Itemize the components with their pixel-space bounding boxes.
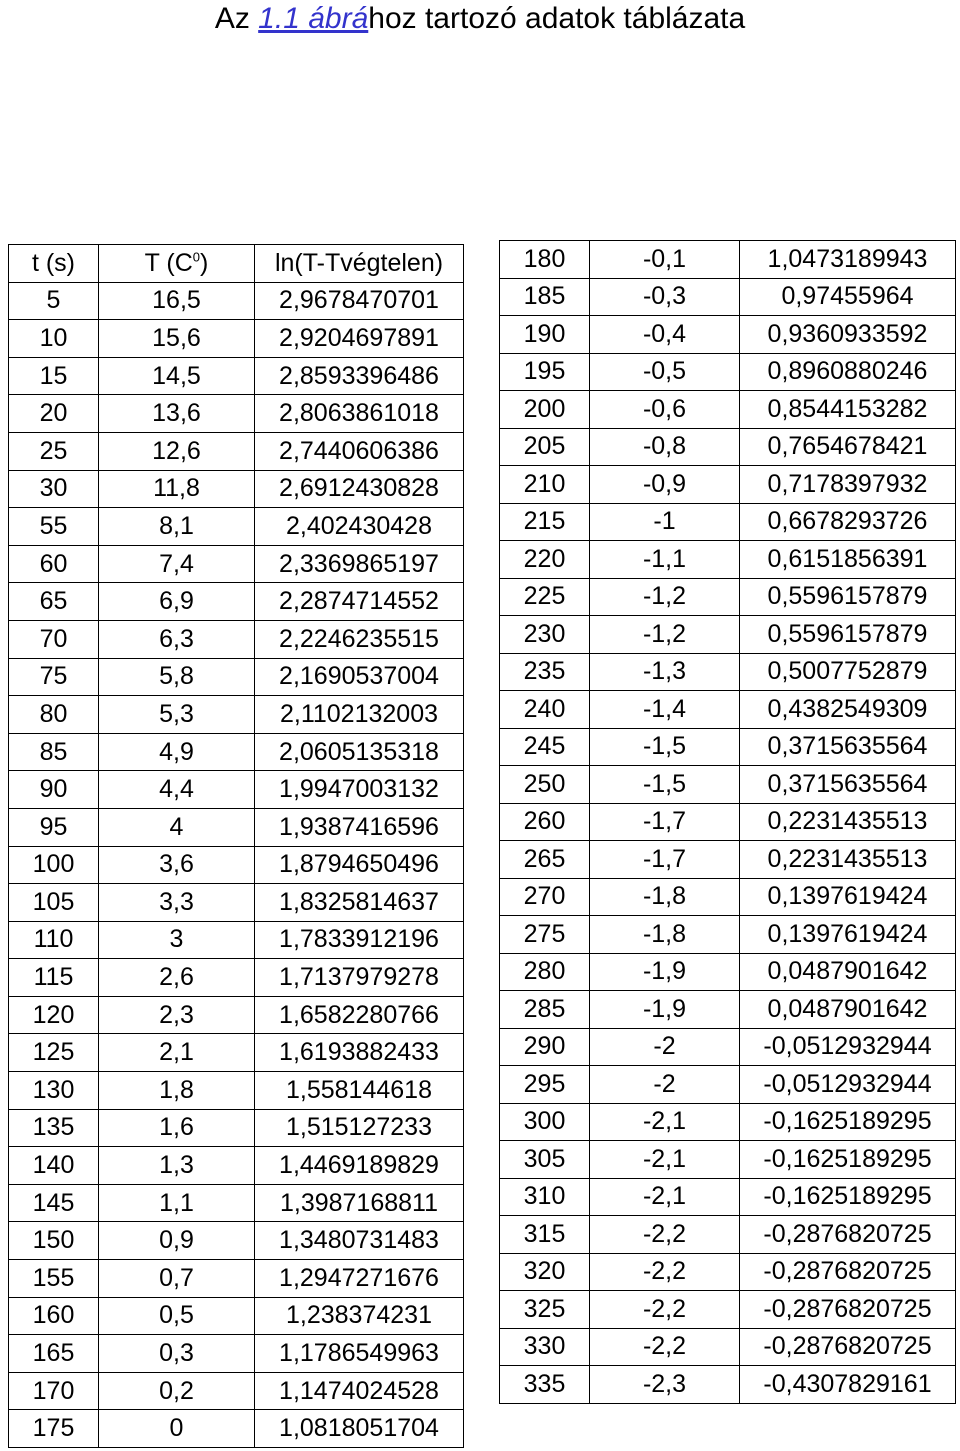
cell-ln-value: 0,2231435513 [740,841,956,879]
cell-time: 120 [9,996,99,1034]
cell-ln-value: -0,4307829161 [740,1366,956,1404]
cell-time: 165 [9,1335,99,1373]
cell-time: 175 [9,1410,99,1448]
table-row [9,508,464,546]
cell-time: 205 [500,428,590,466]
table-row [500,653,956,691]
cell-temperature: -2,1 [590,1178,740,1216]
cell-time: 20 [9,395,99,433]
cell-time: 60 [9,545,99,583]
cell-ln-value: 0,8544153282 [740,391,956,429]
cell-ln-value: 0,1397619424 [740,916,956,954]
cell-time: 295 [500,1066,590,1104]
cell-temperature: -1,5 [590,728,740,766]
cell-time: 310 [500,1178,590,1216]
cell-temperature: -1,8 [590,878,740,916]
cell-time: 65 [9,583,99,621]
cell-time: 330 [500,1328,590,1366]
cell-ln-value: 2,6912430828 [255,470,464,508]
cell-ln-value: 0,3715635564 [740,766,956,804]
cell-time: 240 [500,691,590,729]
table-row [500,691,956,729]
table-row [500,916,956,954]
table-row [9,959,464,997]
cell-temperature: 0,5 [99,1297,255,1335]
table-row [9,620,464,658]
table-row [500,391,956,429]
cell-time: 235 [500,653,590,691]
cell-temperature: -2,3 [590,1366,740,1404]
cell-temperature: 16,5 [99,282,255,320]
cell-time: 95 [9,808,99,846]
cell-time: 115 [9,959,99,997]
cell-ln-value: -0,1625189295 [740,1141,956,1179]
cell-ln-value: 2,0605135318 [255,733,464,771]
cell-temperature: 4 [99,808,255,846]
cell-time: 230 [500,616,590,654]
table-row [9,583,464,621]
cell-ln-value: 1,8794650496 [255,846,464,884]
cell-temperature: -1,1 [590,541,740,579]
table-row [9,1222,464,1260]
cell-temperature: -0,5 [590,353,740,391]
cell-ln-value: -0,2876820725 [740,1253,956,1291]
cell-ln-value: 1,7833912196 [255,921,464,959]
cell-time: 275 [500,916,590,954]
table-row [9,658,464,696]
cell-temperature: 6,9 [99,583,255,621]
table-row [9,320,464,358]
cell-ln-value: 0,0487901642 [740,991,956,1029]
cell-ln-value: 2,1690537004 [255,658,464,696]
cell-time: 100 [9,846,99,884]
cell-temperature: -1,8 [590,916,740,954]
header-temperature-degree: 0 [192,249,201,265]
cell-temperature: -2,2 [590,1253,740,1291]
cell-time: 210 [500,466,590,504]
cell-ln-value: 0,1397619424 [740,878,956,916]
table-row [9,1297,464,1335]
cell-temperature: 8,1 [99,508,255,546]
cell-temperature: 3,3 [99,884,255,922]
cell-temperature: 1,8 [99,1072,255,1110]
cell-temperature: 4,4 [99,771,255,809]
cell-time: 125 [9,1034,99,1072]
table-row [9,771,464,809]
cell-ln-value: 1,0473189943 [740,241,956,279]
table-row [500,1028,956,1066]
cell-time: 140 [9,1147,99,1185]
cell-time: 195 [500,353,590,391]
cell-ln-value: 2,2874714552 [255,583,464,621]
cell-temperature: -2 [590,1066,740,1104]
cell-temperature: -1,9 [590,991,740,1029]
cell-time: 290 [500,1028,590,1066]
cell-time: 185 [500,278,590,316]
table-row [9,432,464,470]
cell-temperature: -1,3 [590,653,740,691]
cell-temperature: -0,1 [590,241,740,279]
cell-temperature: 0,3 [99,1335,255,1373]
cell-temperature: 4,9 [99,733,255,771]
cell-time: 270 [500,878,590,916]
cell-temperature: -2,1 [590,1141,740,1179]
table-row [500,1178,956,1216]
cell-time: 30 [9,470,99,508]
table-row [9,1109,464,1147]
header-temperature-label: T (C [144,248,193,277]
cell-ln-value: 0,6678293726 [740,503,956,541]
cell-ln-value: 0,3715635564 [740,728,956,766]
table-row [500,578,956,616]
cell-time: 55 [9,508,99,546]
cell-temperature: -1 [590,503,740,541]
cell-temperature: 6,3 [99,620,255,658]
table-row [9,921,464,959]
cell-ln-value: 1,9947003132 [255,771,464,809]
cell-time: 335 [500,1366,590,1404]
title-suffix: hoz tartozó adatok táblázata [368,2,746,35]
cell-ln-value: 0,7178397932 [740,466,956,504]
table-row [500,878,956,916]
cell-ln-value: -0,0512932944 [740,1028,956,1066]
cell-temperature: -1,4 [590,691,740,729]
table-row [500,316,956,354]
cell-ln-value: 1,2947271676 [255,1260,464,1298]
cell-temperature: -0,3 [590,278,740,316]
cell-time: 325 [500,1291,590,1329]
cell-time: 150 [9,1222,99,1260]
cell-temperature: 0,9 [99,1222,255,1260]
cell-ln-value: 1,3480731483 [255,1222,464,1260]
cell-time: 160 [9,1297,99,1335]
cell-temperature: -2,1 [590,1103,740,1141]
table-row [9,1184,464,1222]
cell-ln-value: 1,8325814637 [255,884,464,922]
cell-ln-value: -0,1625189295 [740,1103,956,1141]
header-temperature [99,245,255,283]
cell-temperature: -0,9 [590,466,740,504]
cell-time: 225 [500,578,590,616]
cell-time: 110 [9,921,99,959]
table-row [9,1372,464,1410]
table-row [9,1335,464,1373]
table-row [500,353,956,391]
cell-time: 180 [500,241,590,279]
table-row [500,1366,956,1404]
figure-link[interactable]: 1.1 ábrá [258,2,369,35]
cell-time: 80 [9,696,99,734]
cell-ln-value: -0,2876820725 [740,1216,956,1254]
cell-ln-value: 1,9387416596 [255,808,464,846]
cell-temperature: -0,6 [590,391,740,429]
data-table-left [8,244,464,1448]
table-row [500,1328,956,1366]
cell-temperature: 2,3 [99,996,255,1034]
cell-time: 135 [9,1109,99,1147]
table-row [500,278,956,316]
cell-temperature: 5,3 [99,696,255,734]
cell-time: 90 [9,771,99,809]
cell-time: 280 [500,953,590,991]
cell-time: 5 [9,282,99,320]
cell-ln-value: 2,1102132003 [255,696,464,734]
cell-time: 245 [500,728,590,766]
cell-ln-value: 0,9360933592 [740,316,956,354]
cell-temperature: 2,6 [99,959,255,997]
table-row [9,545,464,583]
cell-time: 10 [9,320,99,358]
cell-ln-value: 1,3987168811 [255,1184,464,1222]
cell-temperature: 13,6 [99,395,255,433]
cell-temperature: -1,7 [590,841,740,879]
cell-time: 170 [9,1372,99,1410]
cell-ln-value: 2,8593396486 [255,357,464,395]
table-row [9,395,464,433]
cell-temperature: -1,2 [590,578,740,616]
cell-ln-value: 0,8960880246 [740,353,956,391]
cell-ln-value: 1,1474024528 [255,1372,464,1410]
cell-temperature: 1,3 [99,1147,255,1185]
cell-temperature: 14,5 [99,357,255,395]
cell-temperature: 3,6 [99,846,255,884]
cell-temperature: -2 [590,1028,740,1066]
table-row [500,1066,956,1104]
cell-time: 260 [500,803,590,841]
cell-temperature: -1,2 [590,616,740,654]
cell-ln-value: 2,9678470701 [255,282,464,320]
table-row [9,1410,464,1448]
cell-ln-value: 0,97455964 [740,278,956,316]
cell-ln-value: 1,4469189829 [255,1147,464,1185]
cell-ln-value: 0,0487901642 [740,953,956,991]
cell-ln-value: 2,3369865197 [255,545,464,583]
table-row [500,991,956,1029]
header-ln: ln(T-Tvégtelen) [255,245,464,283]
cell-time: 25 [9,432,99,470]
cell-time: 190 [500,316,590,354]
cell-ln-value: 1,238374231 [255,1297,464,1335]
cell-temperature: -0,4 [590,316,740,354]
table-row [9,1147,464,1185]
cell-ln-value: 2,8063861018 [255,395,464,433]
cell-ln-value: 2,402430428 [255,508,464,546]
cell-temperature: -1,7 [590,803,740,841]
table-row [500,1291,956,1329]
header-row [9,245,464,283]
table-row [9,1034,464,1072]
cell-time: 315 [500,1216,590,1254]
cell-ln-value: -0,0512932944 [740,1066,956,1104]
table-row [500,541,956,579]
cell-temperature: -2,2 [590,1328,740,1366]
cell-temperature: 5,8 [99,658,255,696]
cell-temperature: -2,2 [590,1291,740,1329]
cell-temperature: 2,1 [99,1034,255,1072]
table-row [500,428,956,466]
table-row [500,841,956,879]
table-row [500,766,956,804]
cell-time: 70 [9,620,99,658]
cell-temperature: 0 [99,1410,255,1448]
cell-ln-value: 0,4382549309 [740,691,956,729]
cell-ln-value: -0,1625189295 [740,1178,956,1216]
cell-ln-value: 2,2246235515 [255,620,464,658]
cell-temperature: 12,6 [99,432,255,470]
cell-ln-value: 0,7654678421 [740,428,956,466]
cell-ln-value: 0,2231435513 [740,803,956,841]
table-row [500,241,956,279]
table-row [9,808,464,846]
table-row [500,1253,956,1291]
cell-time: 145 [9,1184,99,1222]
cell-ln-value: 1,1786549963 [255,1335,464,1373]
table-row [9,846,464,884]
table-row [9,282,464,320]
cell-ln-value: 0,5596157879 [740,616,956,654]
cell-time: 130 [9,1072,99,1110]
cell-temperature: 3 [99,921,255,959]
cell-ln-value: 1,0818051704 [255,1410,464,1448]
cell-temperature: 11,8 [99,470,255,508]
table-row [9,696,464,734]
cell-ln-value: 0,5007752879 [740,653,956,691]
cell-temperature: 0,7 [99,1260,255,1298]
header-temperature-close: ) [200,248,209,277]
table-row [9,733,464,771]
table-row [500,953,956,991]
cell-time: 75 [9,658,99,696]
table-row [9,996,464,1034]
cell-ln-value: 0,5596157879 [740,578,956,616]
cell-ln-value: 2,7440606386 [255,432,464,470]
table-row [9,884,464,922]
cell-time: 305 [500,1141,590,1179]
cell-ln-value: -0,2876820725 [740,1328,956,1366]
header-time: t (s) [9,245,99,283]
page-title [0,0,960,40]
cell-time: 265 [500,841,590,879]
cell-ln-value: 1,6193882433 [255,1034,464,1072]
cell-time: 155 [9,1260,99,1298]
table-row [500,803,956,841]
cell-time: 300 [500,1103,590,1141]
cell-temperature: -1,9 [590,953,740,991]
cell-temperature: 1,1 [99,1184,255,1222]
cell-time: 15 [9,357,99,395]
cell-time: 285 [500,991,590,1029]
cell-time: 215 [500,503,590,541]
cell-ln-value: 2,9204697891 [255,320,464,358]
cell-ln-value: 1,6582280766 [255,996,464,1034]
table-row [500,503,956,541]
table-row [500,616,956,654]
cell-ln-value: 1,558144618 [255,1072,464,1110]
cell-time: 200 [500,391,590,429]
cell-ln-value: -0,2876820725 [740,1291,956,1329]
cell-temperature: 15,6 [99,320,255,358]
table-row [500,1216,956,1254]
cell-time: 85 [9,733,99,771]
cell-ln-value: 1,7137979278 [255,959,464,997]
cell-temperature: -0,8 [590,428,740,466]
cell-time: 220 [500,541,590,579]
cell-ln-value: 0,6151856391 [740,541,956,579]
table-row [9,1072,464,1110]
cell-temperature: 0,2 [99,1372,255,1410]
title-prefix: Az [214,2,259,35]
cell-temperature: -1,5 [590,766,740,804]
cell-time: 250 [500,766,590,804]
cell-time: 320 [500,1253,590,1291]
table-row [500,1141,956,1179]
cell-temperature: 1,6 [99,1109,255,1147]
table-row [9,470,464,508]
table-row [500,466,956,504]
table-row [9,1260,464,1298]
table-row [500,1103,956,1141]
table-row [9,357,464,395]
table-row [500,728,956,766]
cell-time: 105 [9,884,99,922]
cell-temperature: -2,2 [590,1216,740,1254]
cell-temperature: 7,4 [99,545,255,583]
cell-ln-value: 1,515127233 [255,1109,464,1147]
data-table-right [499,240,956,1404]
